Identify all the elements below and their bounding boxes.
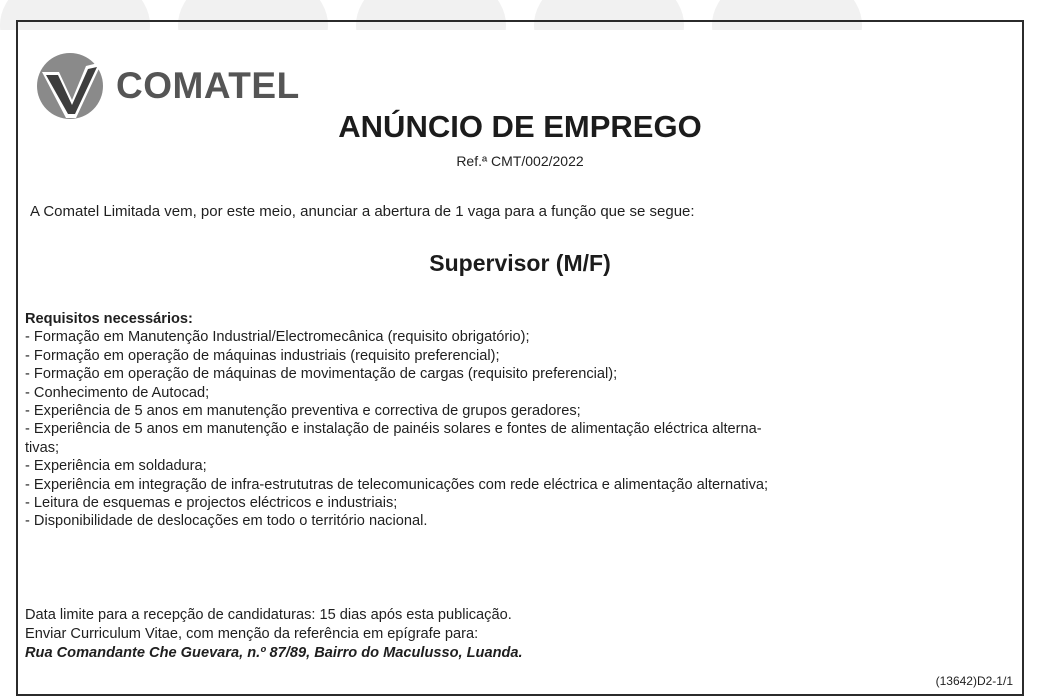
requirement-item: - Conhecimento de Autocad; — [25, 384, 210, 401]
requirement-item: tivas; — [25, 439, 60, 456]
instructions-text: Enviar Curriculum Vitae, com menção da referência em epígrafe para: — [25, 626, 479, 642]
deadline-text: Data limite para a recepção de candidaturas: 15 dias após esta publicação. — [25, 607, 512, 623]
requirement-item: - Formação em operação de máquinas industriais (requisito preferencial); — [25, 347, 500, 364]
requirement-item: - Leitura de esquemas e projectos eléctricos e industriais; — [25, 495, 398, 512]
requirement-item: - Formação em operação de máquinas de movimentação de cargas (requisito preferencial); — [25, 366, 618, 383]
address-text: Rua Comandante Che Guevara, n.º 87/89, Bairro do Maculusso, Luanda. — [25, 645, 523, 661]
requirements-section — [25, 310, 1020, 531]
requirement-item: - Experiência de 5 anos em manutenção e instalação de painéis solares e fontes de alimentação eléctrica alterna- — [25, 421, 762, 438]
announcement-title: ANÚNCIO DE EMPREGO — [338, 109, 702, 144]
application-info — [25, 606, 1020, 663]
position-title: Supervisor (M/F) — [429, 250, 611, 276]
requirement-item: - Experiência de 5 anos em manutenção preventiva e correctiva de grupos geradores; — [25, 403, 581, 420]
reference-number: Ref.ª CMT/002/2022 — [456, 153, 584, 169]
requirement-item: - Formação em Manutenção Industrial/Electromecânica (requisito obrigatório); — [25, 329, 530, 346]
ad-code: (13642)D2-1/1 — [935, 674, 1013, 688]
requirements-list — [25, 328, 1020, 530]
logo-wordmark: COMATEL — [116, 65, 300, 106]
intro-paragraph: A Comatel Limitada vem, por este meio, anunciar a abertura de 1 vaga para a função que se segue: — [30, 203, 695, 220]
requirement-item: - Disponibilidade de deslocações em todo o território nacional. — [25, 513, 428, 530]
requirement-item: - Experiência em integração de infra-estrututras de telecomunicações com rede eléctrica e alimentação alternativa; — [25, 476, 769, 493]
requirement-item: - Experiência em soldadura; — [25, 458, 207, 475]
requirements-heading: Requisitos necessários: — [25, 311, 193, 327]
